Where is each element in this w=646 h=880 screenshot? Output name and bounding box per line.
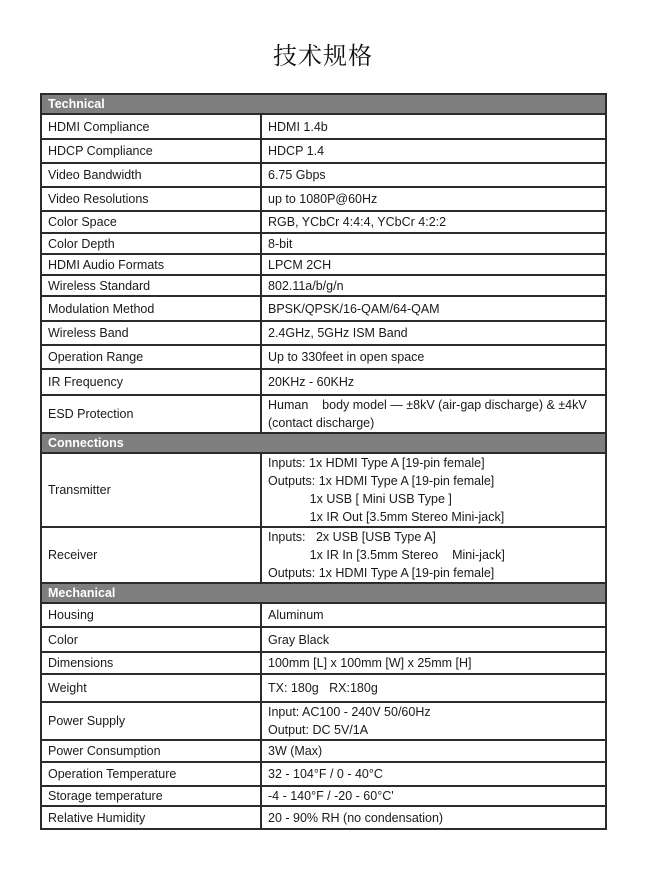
spec-key: Housing bbox=[41, 603, 261, 627]
spec-value: 3W (Max) bbox=[261, 740, 606, 762]
spec-key: Storage temperature bbox=[41, 786, 261, 806]
table-row bbox=[41, 627, 606, 652]
table-row bbox=[41, 453, 606, 527]
spec-value: 802.11a/b/g/n bbox=[261, 275, 606, 296]
table-row bbox=[41, 527, 606, 583]
spec-key: Color Depth bbox=[41, 233, 261, 254]
value-line: Inputs: 1x HDMI Type A [19-pin female] bbox=[268, 456, 485, 470]
section-label: Connections bbox=[41, 433, 606, 453]
page-title: 技术规格 bbox=[273, 42, 373, 70]
spec-value bbox=[261, 395, 606, 433]
spec-value: RGB, YCbCr 4:4:4, YCbCr 4:2:2 bbox=[261, 211, 606, 233]
table-row bbox=[41, 806, 606, 829]
table-row bbox=[41, 786, 606, 806]
spec-key: HDCP Compliance bbox=[41, 139, 261, 163]
spec-key: Receiver bbox=[41, 527, 261, 583]
spec-key: HDMI Audio Formats bbox=[41, 254, 261, 275]
spec-key: Wireless Standard bbox=[41, 275, 261, 296]
table-row bbox=[41, 345, 606, 369]
value-line: Outputs: 1x HDMI Type A [19-pin female] bbox=[268, 474, 495, 488]
table-row bbox=[41, 740, 606, 762]
spec-key: ESD Protection bbox=[41, 395, 261, 433]
value-line: Input: AC100 - 240V 50/60Hz bbox=[268, 705, 431, 719]
spec-value: 100mm [L] x 100mm [W] x 25mm [H] bbox=[261, 652, 606, 674]
spec-key: Operation Temperature bbox=[41, 762, 261, 786]
spec-value bbox=[261, 453, 606, 527]
spec-value bbox=[261, 527, 606, 583]
spec-value bbox=[261, 702, 606, 740]
table-row bbox=[41, 762, 606, 786]
spec-key: Power Consumption bbox=[41, 740, 261, 762]
spec-key: Wireless Band bbox=[41, 321, 261, 345]
table-row bbox=[41, 275, 606, 296]
table-row bbox=[41, 369, 606, 395]
spec-key: Color Space bbox=[41, 211, 261, 233]
section-header-mechanical bbox=[41, 583, 606, 603]
spec-value: Up to 330feet in open space bbox=[261, 345, 606, 369]
table-row bbox=[41, 114, 606, 139]
spec-key: IR Frequency bbox=[41, 369, 261, 395]
spec-key: Modulation Method bbox=[41, 296, 261, 321]
table-row bbox=[41, 187, 606, 211]
spec-key: Weight bbox=[41, 674, 261, 702]
value-line: (contact discharge) bbox=[268, 416, 375, 430]
table-row bbox=[41, 395, 606, 433]
spec-key: Dimensions bbox=[41, 652, 261, 674]
spec-table bbox=[40, 93, 607, 830]
section-header-connections bbox=[41, 433, 606, 453]
value-line: 1x IR Out [3.5mm Stereo Mini-jack] bbox=[268, 510, 505, 524]
table-row bbox=[41, 254, 606, 275]
table-row bbox=[41, 211, 606, 233]
spec-key: Relative Humidity bbox=[41, 806, 261, 829]
spec-value: -4 - 140°F / -20 - 60°C' bbox=[261, 786, 606, 806]
spec-value: 20KHz - 60KHz bbox=[261, 369, 606, 395]
value-line: 1x USB [ Mini USB Type ] bbox=[268, 492, 452, 506]
table-row bbox=[41, 321, 606, 345]
table-row bbox=[41, 652, 606, 674]
spec-value: LPCM 2CH bbox=[261, 254, 606, 275]
spec-value: 20 - 90% RH (no condensation) bbox=[261, 806, 606, 829]
spec-value: HDMI 1.4b bbox=[261, 114, 606, 139]
spec-value: Aluminum bbox=[261, 603, 606, 627]
spec-value: up to 1080P@60Hz bbox=[261, 187, 606, 211]
table-row bbox=[41, 139, 606, 163]
spec-key: Video Bandwidth bbox=[41, 163, 261, 187]
table-row bbox=[41, 603, 606, 627]
table-row bbox=[41, 702, 606, 740]
spec-value: 2.4GHz, 5GHz ISM Band bbox=[261, 321, 606, 345]
spec-value: Gray Black bbox=[261, 627, 606, 652]
value-line: Output: DC 5V/1A bbox=[268, 723, 369, 737]
spec-key: HDMI Compliance bbox=[41, 114, 261, 139]
spec-value: HDCP 1.4 bbox=[261, 139, 606, 163]
spec-value: 6.75 Gbps bbox=[261, 163, 606, 187]
value-line: Human body model — ±8kV (air-gap discharge) & ±4kV bbox=[268, 398, 587, 412]
spec-value: BPSK/QPSK/16-QAM/64-QAM bbox=[261, 296, 606, 321]
table-row bbox=[41, 163, 606, 187]
spec-key: Operation Range bbox=[41, 345, 261, 369]
spec-value: TX: 180g RX:180g bbox=[261, 674, 606, 702]
spec-key: Transmitter bbox=[41, 453, 261, 527]
table-row bbox=[41, 674, 606, 702]
value-line: Inputs: 2x USB [USB Type A] bbox=[268, 530, 436, 544]
value-line: 1x IR In [3.5mm Stereo Mini-jack] bbox=[268, 548, 505, 562]
section-header-technical bbox=[41, 94, 606, 114]
spec-value: 8-bit bbox=[261, 233, 606, 254]
spec-key: Power Supply bbox=[41, 702, 261, 740]
spec-key: Video Resolutions bbox=[41, 187, 261, 211]
table-row bbox=[41, 296, 606, 321]
value-line: Outputs: 1x HDMI Type A [19-pin female] bbox=[268, 566, 495, 580]
section-label: Technical bbox=[41, 94, 606, 114]
table-row bbox=[41, 233, 606, 254]
section-label: Mechanical bbox=[41, 583, 606, 603]
spec-value: 32 - 104°F / 0 - 40°C bbox=[261, 762, 606, 786]
spec-key: Color bbox=[41, 627, 261, 652]
